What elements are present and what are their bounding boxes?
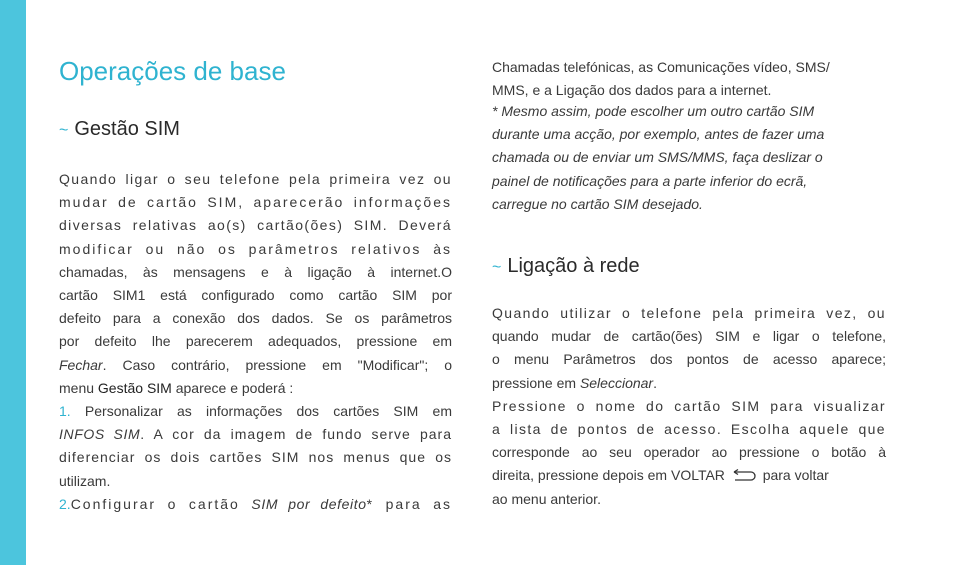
text-line: diferenciar os dois cartões SIM nos menus que os [59,449,452,466]
text-line: mudar de cartão SIM, aparecerão informações [59,194,452,211]
text-line: durante uma acção, por exemplo, antes de fazer uma [492,126,825,143]
list-number: 1. [59,403,71,420]
text-line: modificar ou não os parâmetros relativos às [59,240,452,257]
text-line: cartão SIM1 está configurado como cartão SIM por [59,287,452,304]
text-line: Quando ligar o seu telefone pela primeira vez ou [59,171,452,187]
text-line: diversas relativas ao(s) cartão(ões) SIM. Deverá [59,217,452,234]
menu-name-infos-sim: INFOS SIM [59,426,141,443]
heading-text: Gestão SIM [74,118,180,140]
text-line: . Caso contrário, pressione em "Modificar"; o [102,356,452,373]
text-line: menu [59,379,98,396]
text-line: Chamadas telefónicas, as Comunicações vídeo, SMS/ [492,59,830,75]
text-line: painel de notificações para a parte inferior do ecrã, [492,172,808,189]
text-line: ao menu anterior. [492,490,601,507]
text-line: carregue no cartão SIM desejado. [492,195,703,212]
section-heading-gestao-sim [59,118,180,141]
text-line: corresponde ao seu operador ao pressione o botão à [492,444,886,461]
text-line: aparece e poderá : [171,379,294,396]
text-line: por defeito lhe parecerem adequados, pressione em [59,333,452,350]
text-line: o menu Parâmetros dos pontos de acesso aparece; [492,351,886,368]
gestao-sim-paragraph [59,168,452,516]
text-line: defeito para a conexão dos dados. Se os parâmetros [59,310,452,327]
page-title: Operações de base [59,56,286,86]
text-line: chamadas, às mensagens e à ligação à internet.O [59,263,452,280]
text-line: . A cor da imagem de fundo serve para [140,426,452,443]
text-line: * para as [366,495,452,512]
text-line: Pressione o nome do cartão SIM para visualizar [492,397,886,414]
italic-term: Fechar [59,356,103,373]
text-line: quando mudar de cartão(ões) SIM e ligar o telefone, [492,328,886,345]
heading-text: Ligação à rede [507,255,640,277]
text-line: MMS, e a Ligação dos dados para a internet. [492,82,772,99]
text-line: a lista de pontos de acesso. Escolha aquele que [492,421,886,438]
ligacao-rede-paragraph [492,302,886,511]
section-heading-ligacao-rede [492,255,640,278]
italic-term: Seleccionar [579,374,654,391]
text-line: Configurar o cartão [70,495,252,512]
text-line: Personalizar as informações dos cartões SIM em [70,403,452,420]
text-line: chamada ou de enviar um SMS/MMS, faça deslizar o [492,149,823,166]
text-line: para voltar [758,467,829,484]
text-line: . [653,374,657,391]
footnote-note [492,100,886,216]
text-line: utilizam. [59,472,111,489]
menu-name-sim-por-defeito: SIM por defeito [251,495,367,512]
text-line: pressione em [492,374,580,391]
continuation-paragraph [492,56,886,102]
text-line: * Mesmo assim, pode escolher um outro cartão SIM [492,103,815,119]
back-arrow-icon [729,468,759,482]
list-number: 2. [59,495,71,512]
text-line: Quando utilizar o telefone pela primeira vez, ou [492,305,886,321]
tilde-icon: ~ [492,259,502,276]
menu-name: Gestão SIM [97,379,172,396]
side-accent-bar [0,0,26,565]
tilde-icon: ~ [59,122,69,139]
text-line: direita, pressione depois em VOLTAR [492,467,729,484]
